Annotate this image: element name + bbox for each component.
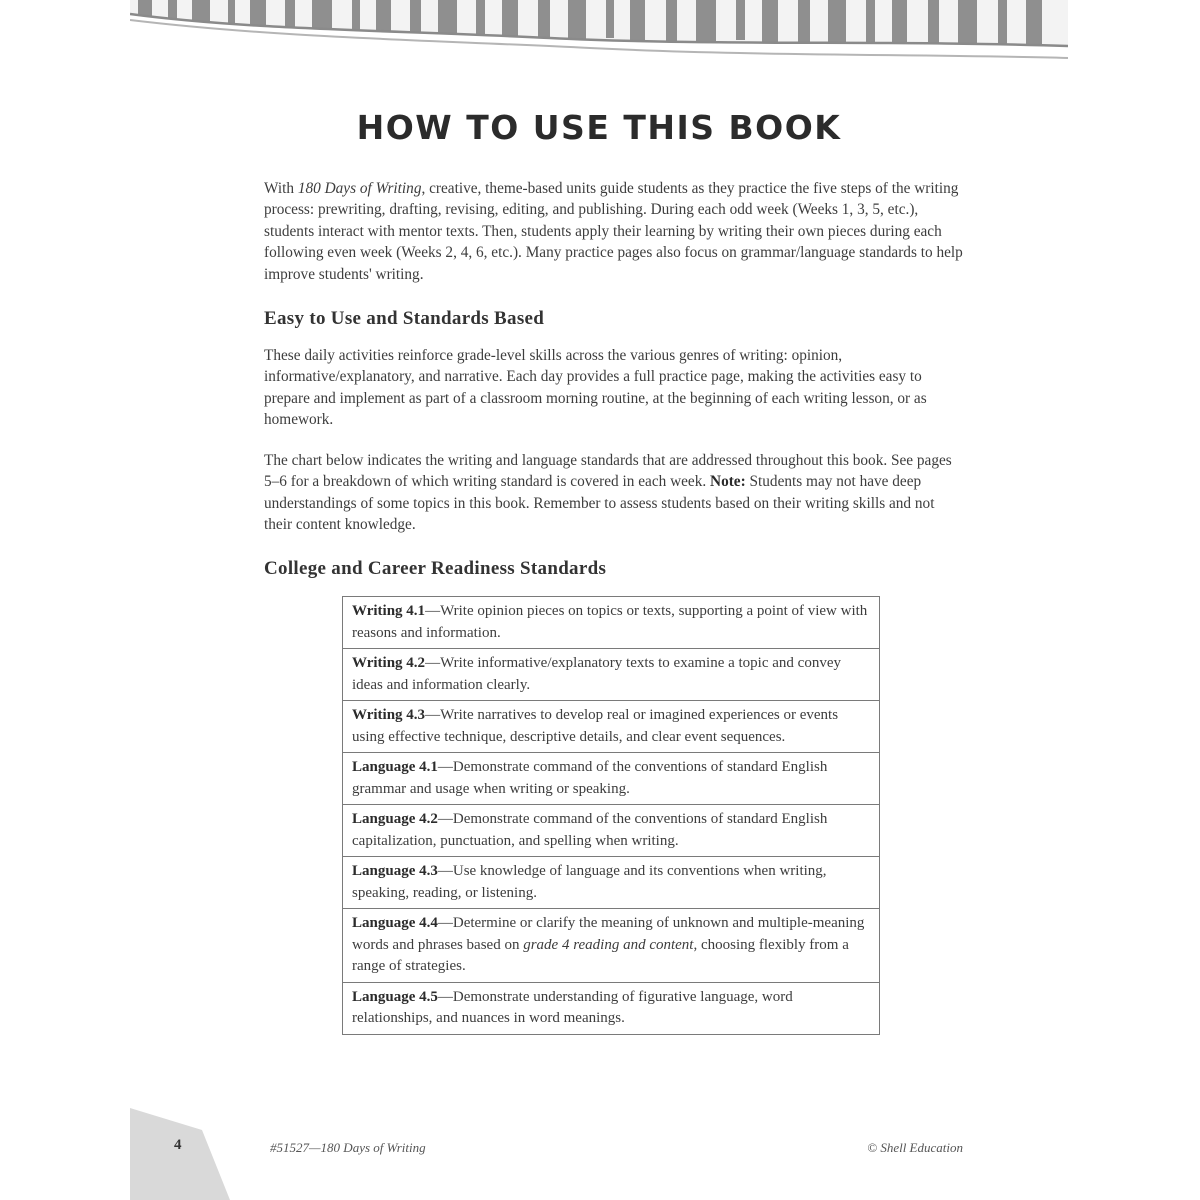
- table-row: [343, 701, 880, 753]
- footer-page-tab: [130, 1108, 230, 1200]
- table-row: [343, 753, 880, 805]
- standard-cell: Writing 4.1—Write opinion pieces on topics or texts, supporting a point of view with reasons and information.: [343, 597, 880, 649]
- standards-table: [342, 596, 880, 1035]
- book-page: [130, 0, 1068, 1200]
- standard-cell: Writing 4.2—Write informative/explanatory texts to examine a topic and convey ideas and information clearly.: [343, 649, 880, 701]
- table-row: [343, 649, 880, 701]
- table-row: [343, 909, 880, 983]
- page-number: 4: [174, 1137, 182, 1153]
- page-title: HOW TO USE THIS BOOK: [356, 108, 842, 147]
- table-row: [343, 982, 880, 1034]
- decorative-trees-banner: [130, 0, 1068, 70]
- standard-cell: Writing 4.3—Write narratives to develop real or imagined experiences or events using effective technique, descriptive details, and clear event sequences.: [343, 701, 880, 753]
- table-row: [343, 857, 880, 909]
- standard-cell: Language 4.1—Demonstrate command of the conventions of standard English grammar and usage when writing or speaking.: [343, 753, 880, 805]
- table-row: [343, 597, 880, 649]
- table-row: [343, 805, 880, 857]
- standard-cell: Language 4.4—Determine or clarify the meaning of unknown and multiple-meaning words and phrases based on grade 4 reading and content, choosing flexibly from a range of strategies.: [343, 909, 880, 983]
- standard-cell: Language 4.5—Demonstrate understanding of figurative language, word relationships, and nuances in word meanings.: [343, 982, 880, 1034]
- chart-intro-paragraph: The chart below indicates the writing and language standards that are addressed throughout this book. See pages 5–6 for a breakdown of which writing standard is covered in each week. Note: Students may not have deep understandings of some topics in this book. Remember to assess students based on their writing skills and not their content knowledge.: [264, 452, 952, 534]
- section-heading-standards: College and Career Readiness Standards: [264, 558, 607, 579]
- intro-paragraph: With 180 Days of Writing, creative, theme-based units guide students as they practice the five steps of the writing process: prewriting, drafting, revising, editing, and publishing. During each odd week (Weeks 1, 3, 5, etc.), students interact with mentor texts. Then, students apply their learning by writing their own pieces during each following even week (Weeks 2, 4, 6, etc.). Many practice pages also focus on grammar/language standards to help improve students' writing.: [264, 180, 963, 283]
- book-title: 180 Days of Writing: [297, 180, 422, 197]
- footer-product-code: #51527—180 Days of Writing: [270, 1140, 426, 1155]
- footer-publisher: © Shell Education: [867, 1140, 963, 1155]
- standard-cell: Language 4.2—Demonstrate command of the conventions of standard English capitalization, punctuation, and spelling when writing.: [343, 805, 880, 857]
- section-heading-easy-to-use: Easy to Use and Standards Based: [264, 308, 545, 329]
- easy-to-use-paragraph: These daily activities reinforce grade-level skills across the various genres of writing: opinion, informative/explanatory, and narrative. Each day provides a full practice page, making the activities easy to prepare and implement as part of a classroom morning routine, at the beginning of each writing lesson, or as homework.: [264, 347, 927, 429]
- standard-cell: Language 4.3—Use knowledge of language and its conventions when writing, speaking, reading, or listening.: [343, 857, 880, 909]
- note-label: Note:: [710, 473, 746, 491]
